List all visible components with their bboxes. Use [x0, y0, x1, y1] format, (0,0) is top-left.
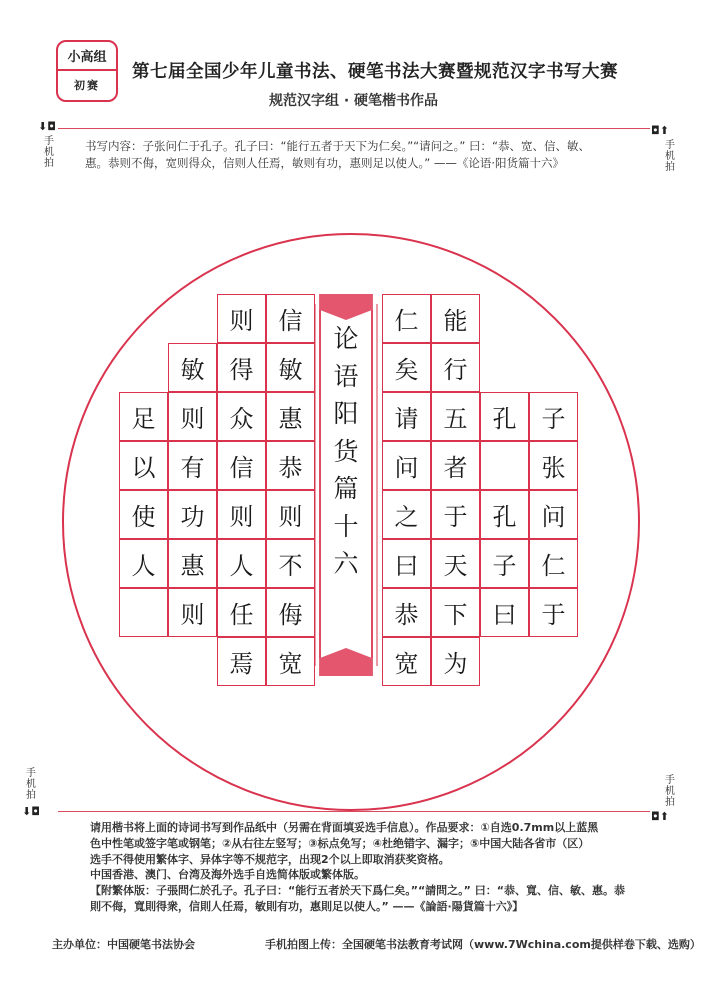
grid-cell: 人	[217, 539, 266, 588]
grid-cell: 行	[431, 343, 480, 392]
grid-cell: 则	[217, 294, 266, 343]
grid-cell: 任	[217, 588, 266, 637]
banner-char: 六	[333, 549, 359, 578]
instruction-line: 則不侮，寬則得衆，信則人任焉，敏則有功，惠則足以使人。” ——《論語·陽貨篇十六》】	[90, 899, 524, 913]
banner-char: 阳	[333, 399, 359, 428]
instruction-line: 中国香港、澳门、台湾及海外选手自选简体版或繁体版。	[90, 868, 365, 882]
grid-cell: 足	[119, 392, 168, 441]
grid-cell: 惠	[168, 539, 217, 588]
grid-cell: 仁	[529, 539, 578, 588]
content-label: 书写内容：	[85, 139, 143, 153]
grid-cell: 侮	[266, 588, 315, 637]
grid-cell: 能	[431, 294, 480, 343]
instructions	[90, 820, 650, 915]
grid-cell: 请	[382, 392, 431, 441]
grid-cell: 则	[168, 392, 217, 441]
grid-cell: 之	[382, 490, 431, 539]
grid-cell: 孔	[480, 490, 529, 539]
grid-cell: 天	[431, 539, 480, 588]
upload-info: 手机拍图上传：全国硬笔书法教育考试网（www.7Wchina.com提供样卷下载、选购）	[265, 938, 701, 951]
page-subtitle: 规范汉字组 · 硬笔楷书作品	[268, 93, 439, 109]
grid-cell: 仁	[382, 294, 431, 343]
phone-shot-label-bottom-right: 手机拍	[665, 775, 675, 808]
grid-cell: 者	[431, 441, 480, 490]
grid-cell: 有	[168, 441, 217, 490]
grid-cell: 矣	[382, 343, 431, 392]
grid-cell	[119, 588, 168, 637]
camera-icon: ◘⬆	[651, 810, 669, 823]
organizer: 主办单位：中国硬笔书法协会	[52, 938, 195, 951]
banner-char: 货	[333, 436, 359, 466]
badge-group: 小高组	[58, 42, 116, 71]
grid-cell: 为	[431, 637, 480, 686]
grid-cell: 下	[431, 588, 480, 637]
grid-cell: 张	[529, 441, 578, 490]
grid-cell: 恭	[266, 441, 315, 490]
instruction-line: 【附繁体版：子張問仁於孔子。孔子曰：“能行五者於天下爲仁矣。”“請問之。” 曰：“恭、寬、信、敏、惠。恭	[90, 884, 625, 898]
grid-cell: 宽	[382, 637, 431, 686]
grid-cell: 子	[480, 539, 529, 588]
writing-content	[85, 138, 625, 172]
camera-icon: ⬇◘	[38, 120, 56, 133]
grid-cell: 五	[431, 392, 480, 441]
banner-char: 语	[333, 361, 359, 391]
badge-stage: 初赛	[74, 78, 100, 92]
instruction-line: 色中性笔或签字笔或钢笔；②从右往左竖写；③标点免写；④杜绝错字、漏字；⑤中国大陆各省市（区）	[90, 836, 590, 850]
instruction-line: 请用楷书将上面的诗词书写到作品纸中（另需在背面填妥选手信息）。作品要求：①自选0.7mm以上蓝黑	[90, 821, 599, 834]
grid-cell: 不	[266, 539, 315, 588]
grid-cell: 敏	[168, 343, 217, 392]
phone-shot-label-top-right: 手机拍	[665, 140, 675, 173]
grid-cell: 焉	[217, 637, 266, 686]
grid-cell: 敏	[266, 343, 315, 392]
banner-char: 篇	[333, 474, 359, 503]
instruction-line: 选手不得使用繁体字、异体字等不规范字，出现2个以上即取消获奖资格。	[90, 852, 450, 866]
camera-icon: ◘⬆	[651, 124, 669, 137]
grid-cell: 惠	[266, 392, 315, 441]
bottom-divider	[58, 811, 650, 812]
grid-cell: 信	[217, 441, 266, 490]
grid-cell: 宽	[266, 637, 315, 686]
grid-cell: 人	[119, 539, 168, 588]
grid-cell: 得	[217, 343, 266, 392]
banner-char: 论	[333, 324, 359, 353]
grid-cell: 使	[119, 490, 168, 539]
content-line-2: 惠。恭则不侮，宽则得众，信则人任焉，敏则有功，惠则足以使人。” ——《论语·阳货篇十六》	[85, 156, 565, 170]
grid-cell: 则	[168, 588, 217, 637]
grid-cell: 孔	[480, 392, 529, 441]
grid-cell: 问	[382, 441, 431, 490]
grid-cell: 信	[266, 294, 315, 343]
camera-icon: ⬇◘	[22, 805, 40, 818]
banner-char: 十	[333, 511, 359, 541]
page-title: 第七届全国少年儿童书法、硬笔书法大赛暨规范汉字书写大赛	[132, 62, 618, 82]
grid-cell: 曰	[480, 588, 529, 637]
grid-cell: 众	[217, 392, 266, 441]
content-line-1: 子张问仁于孔子。孔子曰：“能行五者于天下为仁矣。”“请问之。” 曰：“恭、宽、信、敏、	[142, 139, 590, 153]
phone-shot-label-top-left: 手机拍	[44, 136, 54, 169]
grid-cell: 功	[168, 490, 217, 539]
top-divider	[58, 128, 650, 129]
grid-cell: 子	[529, 392, 578, 441]
grid-cell: 问	[529, 490, 578, 539]
grid-cell: 则	[266, 490, 315, 539]
grid-cell: 以	[119, 441, 168, 490]
banner-title	[318, 320, 374, 583]
grid-cell: 于	[529, 588, 578, 637]
grid-cell: 则	[217, 490, 266, 539]
grid-cell: 于	[431, 490, 480, 539]
phone-shot-label-bottom-left: 手机拍	[26, 768, 36, 801]
grid-cell: 恭	[382, 588, 431, 637]
grid-cell: 曰	[382, 539, 431, 588]
grid-cell	[480, 441, 529, 490]
